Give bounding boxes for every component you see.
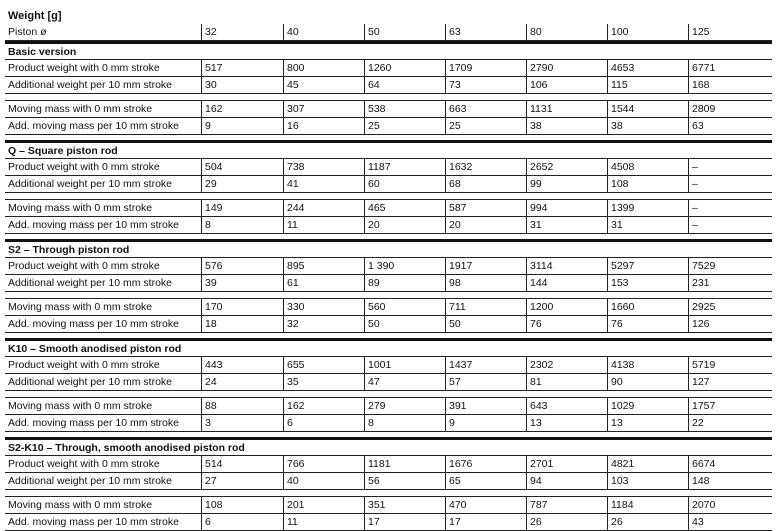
table-cell: 25	[364, 118, 445, 134]
section-title: Basic version	[5, 44, 772, 60]
table-cell: 99	[526, 176, 607, 192]
group-spacer	[5, 193, 772, 200]
table-cell: 40	[283, 473, 364, 489]
section-title: S2-K10 – Through, smooth anodised piston rod	[5, 440, 772, 456]
table-row	[5, 514, 772, 531]
row-label: Add. moving mass per 10 mm stroke	[8, 516, 179, 528]
table-cell: 170	[201, 299, 283, 315]
table-cell: 22	[688, 415, 769, 431]
table-cell: 38	[607, 118, 688, 134]
row-label: Product weight with 0 mm stroke	[8, 458, 160, 470]
table-cell: 1029	[607, 398, 688, 414]
table-cell: 17	[364, 514, 445, 530]
table-cell: 351	[364, 497, 445, 513]
table-title-row	[5, 8, 772, 24]
table-cell: 76	[607, 316, 688, 332]
table-cell: 31	[526, 217, 607, 233]
table-cell: 8	[201, 217, 283, 233]
table-row	[5, 497, 772, 514]
table-row	[5, 60, 772, 77]
table-cell: 4821	[607, 456, 688, 472]
table-cell: 8	[364, 415, 445, 431]
table-cell: –	[688, 200, 769, 216]
table-cell: –	[688, 176, 769, 192]
row-label: Add. moving mass per 10 mm stroke	[8, 417, 179, 429]
table-cell: 16	[283, 118, 364, 134]
table-cell: 1917	[445, 258, 526, 274]
table-cell: 1181	[364, 456, 445, 472]
table-cell: 1757	[688, 398, 769, 414]
row-label: Additional weight per 10 mm stroke	[8, 178, 172, 190]
table-row	[5, 217, 772, 234]
table-cell: 26	[526, 514, 607, 530]
table-row	[5, 473, 772, 490]
table-cell: 766	[283, 456, 364, 472]
table-cell: 153	[607, 275, 688, 291]
table-cell: 11	[283, 514, 364, 530]
table-cell: 465	[364, 200, 445, 216]
table-cell: 32	[283, 316, 364, 332]
table-cell: 2790	[526, 60, 607, 76]
column-header: 63	[445, 24, 526, 40]
table-cell: 1399	[607, 200, 688, 216]
table-cell: 18	[201, 316, 283, 332]
table-cell: 27	[201, 473, 283, 489]
table-row	[5, 456, 772, 473]
row-label: Moving mass with 0 mm stroke	[8, 103, 153, 115]
table-cell: 1660	[607, 299, 688, 315]
table-cell: 470	[445, 497, 526, 513]
section-title: Q – Square piston rod	[5, 143, 772, 159]
column-header: 40	[283, 24, 364, 40]
table-cell: 643	[526, 398, 607, 414]
table-cell: 5719	[688, 357, 769, 373]
table-cell: 1632	[445, 159, 526, 175]
table-cell: 39	[201, 275, 283, 291]
table-cell: 13	[526, 415, 607, 431]
table-cell: 76	[526, 316, 607, 332]
row-label: Add. moving mass per 10 mm stroke	[8, 120, 179, 132]
table-body	[5, 41, 772, 531]
table-cell: 4508	[607, 159, 688, 175]
table-row	[5, 316, 772, 333]
piston-diameter-label: Piston ø	[8, 26, 47, 38]
table-row	[5, 77, 772, 94]
table-cell: 576	[201, 258, 283, 274]
row-label: Product weight with 0 mm stroke	[8, 161, 160, 173]
table-cell: 994	[526, 200, 607, 216]
table-cell: 20	[364, 217, 445, 233]
table-cell: 1 390	[364, 258, 445, 274]
table-cell: 1200	[526, 299, 607, 315]
table-cell: 108	[201, 497, 283, 513]
table-cell: 60	[364, 176, 445, 192]
table-cell: 560	[364, 299, 445, 315]
table-row	[5, 398, 772, 415]
table-cell: 1001	[364, 357, 445, 373]
table-cell: 38	[526, 118, 607, 134]
table-cell: 30	[201, 77, 283, 93]
table-cell: 68	[445, 176, 526, 192]
table-cell: 738	[283, 159, 364, 175]
table-cell: 31	[607, 217, 688, 233]
table-row	[5, 275, 772, 292]
column-header: 80	[526, 24, 607, 40]
table-cell: 103	[607, 473, 688, 489]
table-cell: 98	[445, 275, 526, 291]
weight-table	[5, 8, 772, 531]
table-cell: 9	[445, 415, 526, 431]
table-cell: 504	[201, 159, 283, 175]
table-cell: 391	[445, 398, 526, 414]
table-cell: 43	[688, 514, 769, 530]
table-cell: 1676	[445, 456, 526, 472]
table-cell: 1260	[364, 60, 445, 76]
table-cell: 1544	[607, 101, 688, 117]
table-cell: 2701	[526, 456, 607, 472]
table-cell: 587	[445, 200, 526, 216]
table-cell: 11	[283, 217, 364, 233]
table-cell: 6	[283, 415, 364, 431]
table-cell: 711	[445, 299, 526, 315]
table-cell: 787	[526, 497, 607, 513]
table-cell: 29	[201, 176, 283, 192]
table-row	[5, 299, 772, 316]
group-spacer	[5, 94, 772, 101]
section-title: K10 – Smooth anodised piston rod	[5, 341, 772, 357]
table-cell: 61	[283, 275, 364, 291]
table-cell: 6	[201, 514, 283, 530]
table-cell: 4138	[607, 357, 688, 373]
table-cell: 514	[201, 456, 283, 472]
column-header: 100	[607, 24, 688, 40]
table-cell: 64	[364, 77, 445, 93]
table-cell: 65	[445, 473, 526, 489]
table-cell: 24	[201, 374, 283, 390]
table-row	[5, 258, 772, 275]
table-cell: 201	[283, 497, 364, 513]
table-cell: 149	[201, 200, 283, 216]
table-cell: 1437	[445, 357, 526, 373]
table-cell: 6771	[688, 60, 769, 76]
table-cell: 57	[445, 374, 526, 390]
table-cell: 2925	[688, 299, 769, 315]
table-cell: 1131	[526, 101, 607, 117]
table-cell: 41	[283, 176, 364, 192]
row-label: Product weight with 0 mm stroke	[8, 260, 160, 272]
column-header: 32	[201, 24, 283, 40]
table-cell: 1184	[607, 497, 688, 513]
table-cell: 126	[688, 316, 769, 332]
table-cell: 13	[607, 415, 688, 431]
row-label: Moving mass with 0 mm stroke	[8, 400, 153, 412]
row-label: Additional weight per 10 mm stroke	[8, 79, 172, 91]
table-cell: 279	[364, 398, 445, 414]
group-spacer	[5, 490, 772, 497]
row-label: Moving mass with 0 mm stroke	[8, 499, 153, 511]
table-cell: 47	[364, 374, 445, 390]
table-cell: 231	[688, 275, 769, 291]
table-cell: 244	[283, 200, 364, 216]
table-cell: 94	[526, 473, 607, 489]
table-cell: 168	[688, 77, 769, 93]
table-cell: 7529	[688, 258, 769, 274]
column-header: 50	[364, 24, 445, 40]
table-title: Weight [g]	[8, 10, 62, 22]
table-cell: 106	[526, 77, 607, 93]
table-cell: 895	[283, 258, 364, 274]
table-cell: 63	[688, 118, 769, 134]
table-cell: 307	[283, 101, 364, 117]
table-cell: –	[688, 217, 769, 233]
section-title: S2 – Through piston rod	[5, 242, 772, 258]
table-cell: 3114	[526, 258, 607, 274]
table-cell: 5297	[607, 258, 688, 274]
table-cell: 1709	[445, 60, 526, 76]
table-cell: 90	[607, 374, 688, 390]
table-row	[5, 159, 772, 176]
row-label: Add. moving mass per 10 mm stroke	[8, 219, 179, 231]
table-cell: 517	[201, 60, 283, 76]
table-cell: 50	[445, 316, 526, 332]
table-cell: 108	[607, 176, 688, 192]
table-cell: 655	[283, 357, 364, 373]
table-row	[5, 118, 772, 135]
table-cell: 330	[283, 299, 364, 315]
row-label: Additional weight per 10 mm stroke	[8, 376, 172, 388]
row-label: Additional weight per 10 mm stroke	[8, 277, 172, 289]
table-row	[5, 415, 772, 432]
group-spacer	[5, 292, 772, 299]
table-cell: 88	[201, 398, 283, 414]
table-cell: 20	[445, 217, 526, 233]
table-cell: 2302	[526, 357, 607, 373]
table-cell: 663	[445, 101, 526, 117]
table-cell: 73	[445, 77, 526, 93]
table-cell: 1187	[364, 159, 445, 175]
table-row	[5, 176, 772, 193]
table-cell: 9	[201, 118, 283, 134]
table-row	[5, 374, 772, 391]
row-label: Product weight with 0 mm stroke	[8, 62, 160, 74]
table-cell: 538	[364, 101, 445, 117]
table-cell: 2652	[526, 159, 607, 175]
table-row	[5, 200, 772, 217]
table-row	[5, 101, 772, 118]
table-cell: 2070	[688, 497, 769, 513]
column-header: 125	[688, 24, 769, 40]
table-cell: 50	[364, 316, 445, 332]
table-cell: 162	[283, 398, 364, 414]
group-spacer	[5, 391, 772, 398]
table-cell: 26	[607, 514, 688, 530]
table-cell: 3	[201, 415, 283, 431]
row-label: Additional weight per 10 mm stroke	[8, 475, 172, 487]
row-label: Add. moving mass per 10 mm stroke	[8, 318, 179, 330]
table-cell: 443	[201, 357, 283, 373]
table-cell: –	[688, 159, 769, 175]
table-cell: 89	[364, 275, 445, 291]
row-label: Moving mass with 0 mm stroke	[8, 301, 153, 313]
row-label: Moving mass with 0 mm stroke	[8, 202, 153, 214]
row-label: Product weight with 0 mm stroke	[8, 359, 160, 371]
table-cell: 45	[283, 77, 364, 93]
table-row	[5, 357, 772, 374]
table-cell: 6674	[688, 456, 769, 472]
table-cell: 148	[688, 473, 769, 489]
table-cell: 25	[445, 118, 526, 134]
table-cell: 127	[688, 374, 769, 390]
table-cell: 17	[445, 514, 526, 530]
table-cell: 56	[364, 473, 445, 489]
table-cell: 144	[526, 275, 607, 291]
table-cell: 800	[283, 60, 364, 76]
table-cell: 115	[607, 77, 688, 93]
table-cell: 81	[526, 374, 607, 390]
table-cell: 4653	[607, 60, 688, 76]
table-cell: 35	[283, 374, 364, 390]
header-row	[5, 24, 772, 41]
table-cell: 2809	[688, 101, 769, 117]
table-cell: 162	[201, 101, 283, 117]
